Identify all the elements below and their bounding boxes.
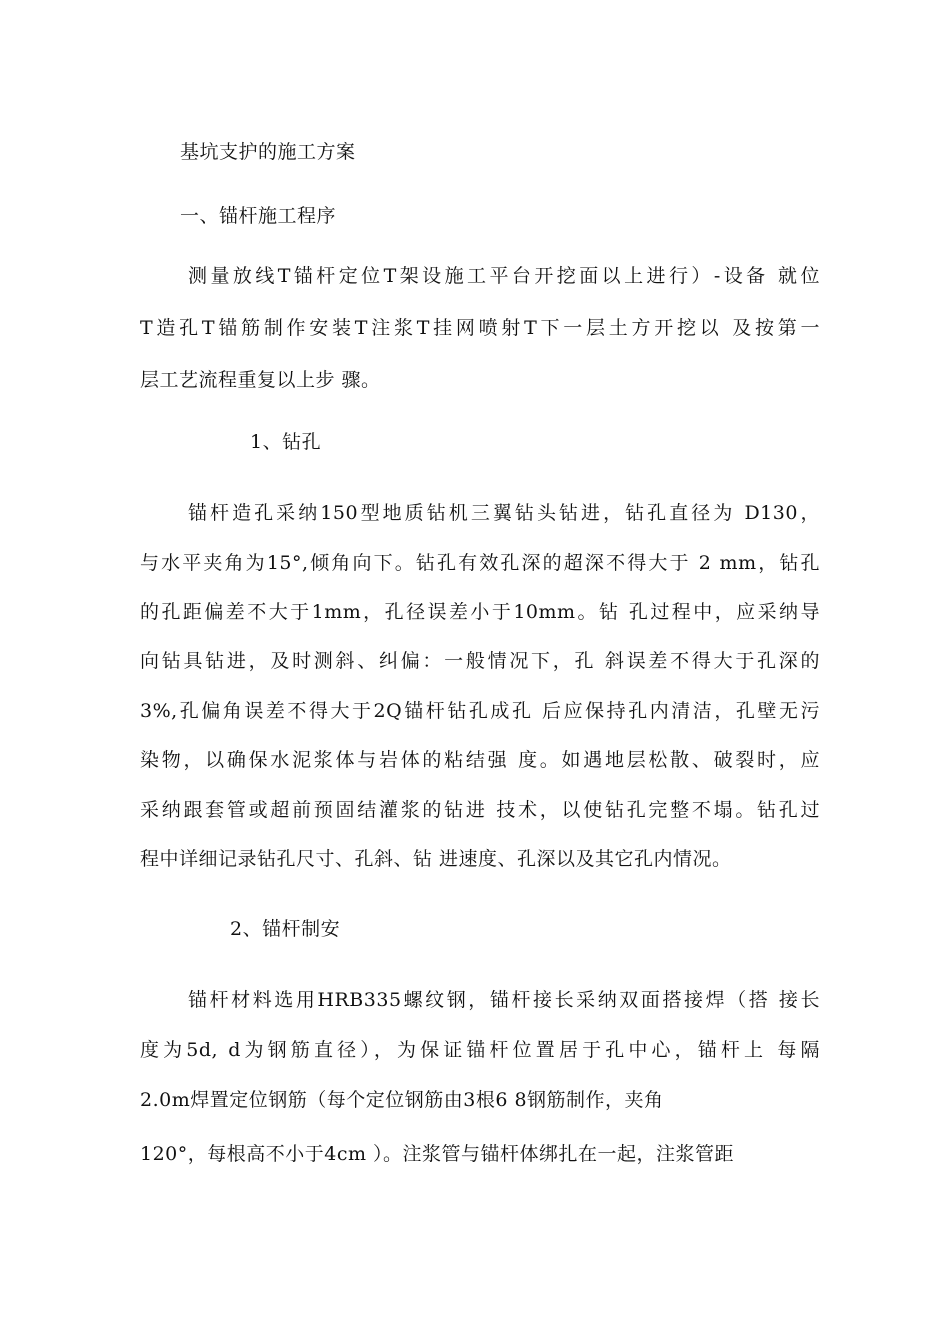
paragraph-line: 采纳跟套管或超前预固结灌浆的钻进 技术，以使钻孔完整不塌。钻孔过 (140, 799, 820, 821)
paragraph-line: 锚杆造孔采纳150型地质钻机三翼钻头钻进，钻孔直径为 D130， (188, 502, 820, 524)
paragraph-line: 程中详细记录钻孔尺寸、孔斜、钻 进速度、孔深以及其它孔内情况。 (140, 848, 732, 870)
paragraph-line: 120°，每根高不小于4cm ）。注浆管与锚杆体绑扎在一起，注浆管距 (140, 1143, 735, 1165)
section-heading: 一、锚杆施工程序 (180, 205, 337, 227)
paragraph-line: 染物，以确保水泥浆体与岩体的粘结强 度。如遇地层松散、破裂时，应 (140, 749, 820, 771)
paragraph-line: 的孔距偏差不大于1mm，孔径误差小于10mm。钻 孔过程中，应采纳导 (140, 601, 820, 623)
paragraph-line: 测量放线T锚杆定位T架设施工平台开挖面以上进行）-设备 就位 (188, 265, 820, 287)
paragraph-line: T造孔T锚筋制作安装T注浆T挂网喷射T下一层土方开挖以 及按第一 (140, 317, 820, 339)
paragraph-line: 层工艺流程重复以上步 骤。 (140, 369, 381, 391)
paragraph-line: 锚杆材料选用HRB335螺纹钢，锚杆接长采纳双面搭接焊（搭 接长 (188, 989, 820, 1011)
paragraph-line: 2.0m焊置定位钢筋（每个定位钢筋由3根6 8钢筋制作，夹角 (140, 1089, 664, 1111)
paragraph-line: 3%,孔偏角误差不得大于2Q锚杆钻孔成孔 后应保持孔内清洁，孔壁无污 (140, 700, 820, 722)
paragraph-line: 向钻具钻进，及时测斜、纠偏：一般情况下，孔 斜误差不得大于孔深的 (140, 650, 820, 672)
subsection-heading: 2、锚杆制安 (230, 918, 341, 940)
paragraph-line: 度为5d, d为钢筋直径），为保证锚杆位置居于孔中心，锚杆上 每隔 (140, 1039, 820, 1061)
document-title: 基坑支护的施工方案 (180, 141, 356, 163)
subsection-heading: 1、钻孔 (250, 431, 322, 453)
paragraph-line: 与水平夹角为15°,倾角向下。钻孔有效孔深的超深不得大于 2 mm，钻孔 (140, 552, 820, 574)
